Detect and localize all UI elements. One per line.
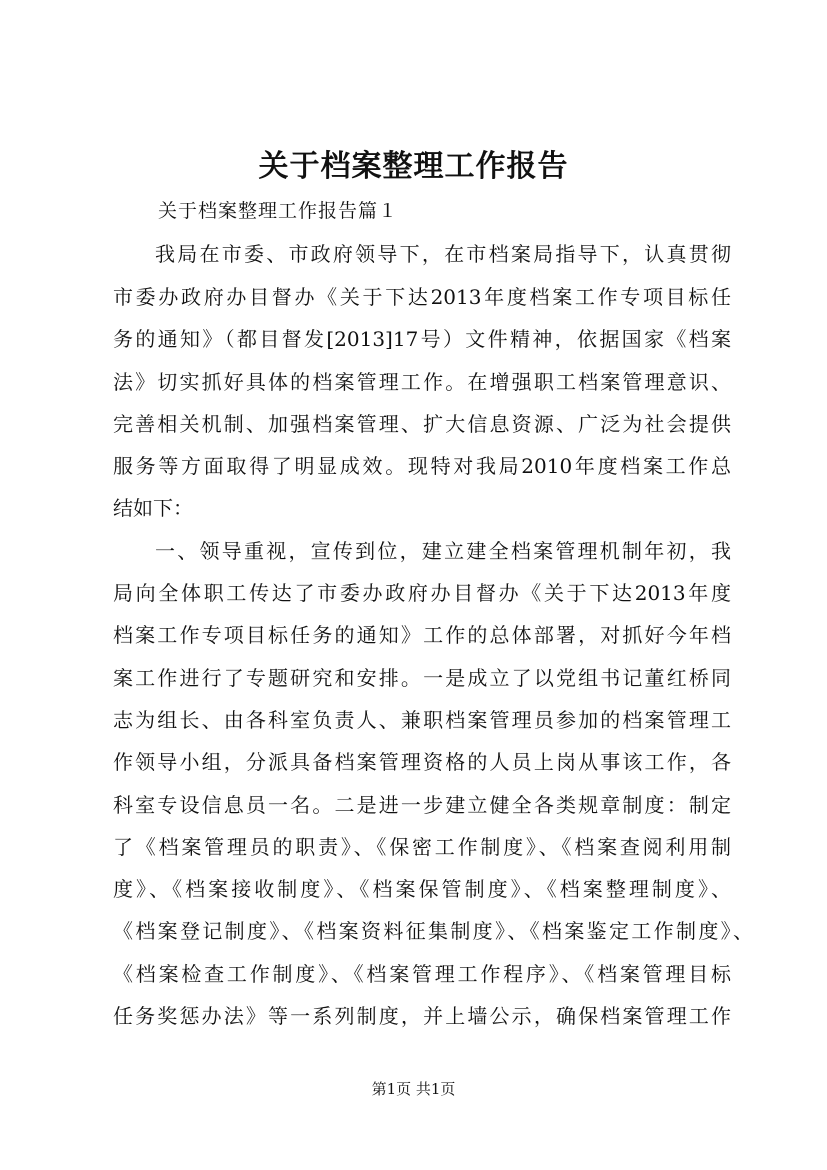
- paragraph-line: 结如下：: [113, 496, 193, 520]
- paragraph-line: 服务等方面取得了明显成效。现特对我局2010年度档案工作总: [113, 454, 731, 478]
- document-title: 关于档案整理工作报告: [258, 149, 569, 184]
- paragraph-line: 一、领导重视，宣传到位，建立建全档案管理机制年初，我: [155, 539, 731, 563]
- paragraph-line: 务的通知》（都目督发[2013]17号）文件精神，依据国家《档案: [113, 327, 731, 351]
- paragraph-line: 志为组长、由各科室负责人、兼职档案管理员参加的档案管理工: [113, 708, 731, 732]
- page-number-footer: 第1页 共1页: [371, 1080, 456, 1098]
- paragraph-line: 案工作进行了专题研究和安排。一是成立了以党组书记董红桥同: [113, 666, 731, 690]
- paragraph-line: 《档案检查工作制度》、《档案管理工作程序》、《档案管理目标: [113, 962, 731, 986]
- paragraph-line: 作领导小组，分派具备档案管理资格的人员上岗从事该工作，各: [113, 750, 731, 774]
- paragraph-line: 市委办政府办目督办《关于下达2013年度档案工作专项目标任: [113, 285, 731, 309]
- paragraph-line: 完善相关机制、加强档案管理、扩大信息资源、广泛为社会提供: [113, 412, 731, 436]
- paragraph-line: 《档案登记制度》、《档案资料征集制度》、《档案鉴定工作制度》、: [113, 919, 753, 943]
- paragraph-line: 档案工作专项目标任务的通知》工作的总体部署，对抓好今年档: [113, 623, 731, 647]
- paragraph-line: 任务奖惩办法》等一系列制度，并上墙公示，确保档案管理工作: [113, 1004, 731, 1028]
- paragraph-line: 了《档案管理员的职责》、《保密工作制度》、《档案查阅利用制: [113, 835, 731, 859]
- paragraph-line: 局向全体职工传达了市委办政府办目督办《关于下达2013年度: [113, 581, 731, 605]
- paragraph-line: 法》切实抓好具体的档案管理工作。在增强职工档案管理意识、: [113, 370, 731, 394]
- paragraph-line: 科室专设信息员一名。二是进一步建立健全各类规章制度：制定: [113, 793, 731, 817]
- document-subtitle: 关于档案整理工作报告篇１: [158, 200, 399, 222]
- paragraph-line: 我局在市委、市政府领导下，在市档案局指导下，认真贯彻: [155, 242, 731, 266]
- paragraph-line: 度》、《档案接收制度》、《档案保管制度》、《档案整理制度》、: [113, 877, 731, 901]
